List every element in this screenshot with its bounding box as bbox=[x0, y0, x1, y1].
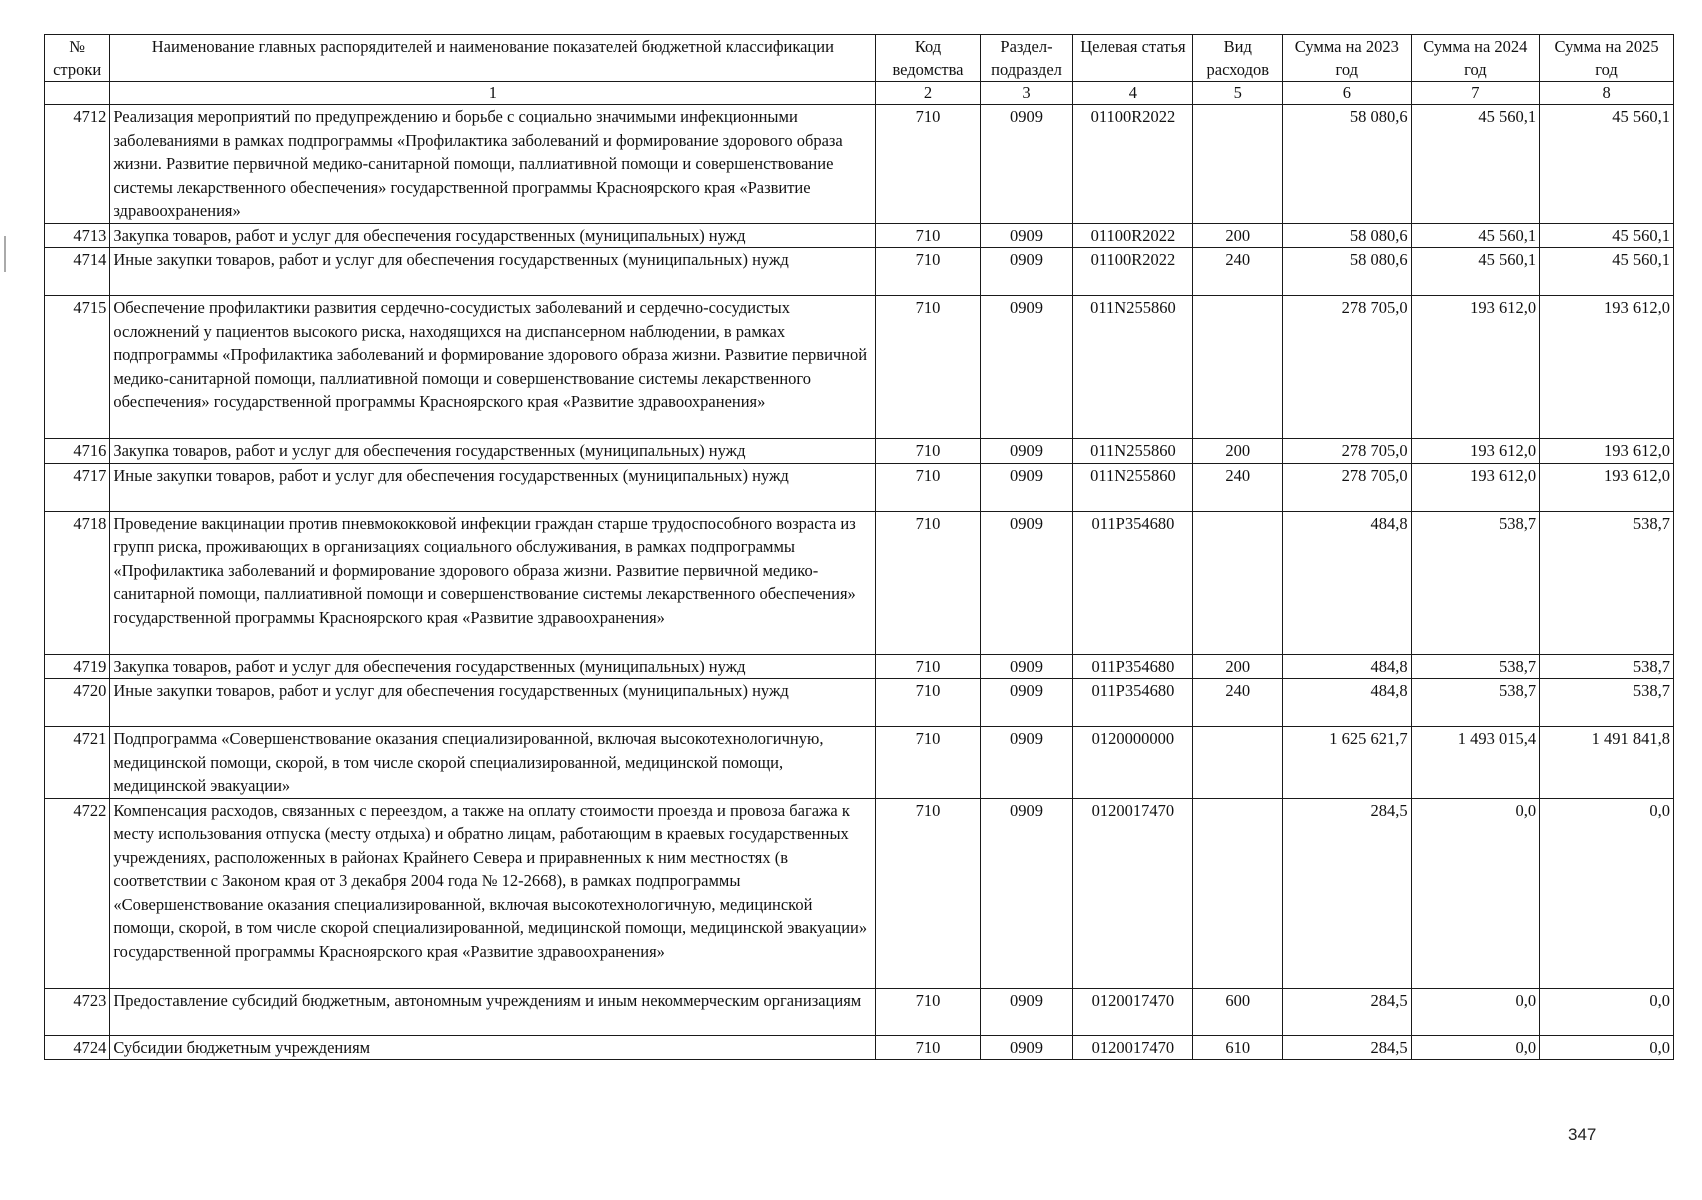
row-sum-2023: 58 080,6 bbox=[1283, 105, 1412, 224]
row-section: 0909 bbox=[980, 296, 1073, 439]
row-sum-2024: 45 560,1 bbox=[1411, 223, 1540, 248]
row-sum-2023: 484,8 bbox=[1283, 654, 1412, 679]
header-column-numbers bbox=[45, 82, 1674, 105]
row-name: Субсидии бюджетным учреждениям bbox=[110, 1035, 876, 1060]
row-code: 710 bbox=[876, 439, 980, 464]
row-type: 200 bbox=[1193, 223, 1283, 248]
row-code: 710 bbox=[876, 988, 980, 1035]
row-number: 4722 bbox=[45, 798, 110, 988]
table-row bbox=[45, 654, 1674, 679]
row-sum-2025: 538,7 bbox=[1540, 654, 1674, 679]
row-target: 01100R2022 bbox=[1073, 248, 1193, 296]
row-sum-2024: 193 612,0 bbox=[1411, 296, 1540, 439]
row-sum-2023: 278 705,0 bbox=[1283, 463, 1412, 511]
row-name: Иные закупки товаров, работ и услуг для обеспечения государственных (муниципальных) нужд bbox=[110, 679, 876, 727]
table-row bbox=[45, 463, 1674, 511]
row-sum-2024: 45 560,1 bbox=[1411, 105, 1540, 224]
row-sum-2023: 484,8 bbox=[1283, 679, 1412, 727]
row-type: 240 bbox=[1193, 463, 1283, 511]
row-sum-2024: 538,7 bbox=[1411, 679, 1540, 727]
row-section: 0909 bbox=[980, 654, 1073, 679]
row-sum-2025: 538,7 bbox=[1540, 679, 1674, 727]
row-name: Иные закупки товаров, работ и услуг для обеспечения государственных (муниципальных) нужд bbox=[110, 463, 876, 511]
table-row bbox=[45, 439, 1674, 464]
row-type: 200 bbox=[1193, 654, 1283, 679]
header-2023: Сумма на 2023 год bbox=[1283, 35, 1412, 82]
row-name: Обеспечение профилактики развития сердечно-сосудистых заболеваний и сердечно-сосудистых осложнений у пациентов высокого риска, находящихся на диспансерном наблюдении, в рамках подпрограммы «Профилактика заболеваний и формирование здорового образа жизни. Развитие первичной медико-санитарной помощи, паллиативной помощи и совершенствование системы лекарственного обеспечения» государственной программы Красноярского края «Развитие здравоохранения» bbox=[110, 296, 876, 439]
row-number: 4717 bbox=[45, 463, 110, 511]
row-sum-2023: 278 705,0 bbox=[1283, 439, 1412, 464]
row-code: 710 bbox=[876, 223, 980, 248]
row-name: Закупка товаров, работ и услуг для обеспечения государственных (муниципальных) нужд bbox=[110, 439, 876, 464]
table-row bbox=[45, 988, 1674, 1035]
row-target: 01100R2022 bbox=[1073, 105, 1193, 224]
row-number: 4720 bbox=[45, 679, 110, 727]
column-number: 5 bbox=[1193, 82, 1283, 105]
row-number: 4723 bbox=[45, 988, 110, 1035]
row-sum-2024: 0,0 bbox=[1411, 798, 1540, 988]
row-name: Закупка товаров, работ и услуг для обеспечения государственных (муниципальных) нужд bbox=[110, 223, 876, 248]
row-sum-2025: 45 560,1 bbox=[1540, 223, 1674, 248]
row-sum-2023: 284,5 bbox=[1283, 988, 1412, 1035]
row-sum-2024: 193 612,0 bbox=[1411, 463, 1540, 511]
row-type bbox=[1193, 511, 1283, 654]
row-sum-2025: 538,7 bbox=[1540, 511, 1674, 654]
row-section: 0909 bbox=[980, 463, 1073, 511]
table-row bbox=[45, 727, 1674, 799]
column-number: 7 bbox=[1411, 82, 1540, 105]
table-row bbox=[45, 223, 1674, 248]
table-row bbox=[45, 798, 1674, 988]
row-section: 0909 bbox=[980, 679, 1073, 727]
table-body bbox=[45, 105, 1674, 1060]
table-row bbox=[45, 1035, 1674, 1060]
row-code: 710 bbox=[876, 727, 980, 799]
row-name: Компенсация расходов, связанных с переездом, а также на оплату стоимости проезда и провоза багажа к месту использования отпуска (месту отдыха) и обратно лицам, работающим в краевых государственных учреждениях, расположенных в районах Крайнего Севера и приравненных к ним местностях (в соответствии с Законом края от 3 декабря 2004 года № 12-2668), в рамках подпрограммы «Совершенствование оказания специализированной, включая высокотехнологичную, медицинской помощи, скорой, в том числе скорой специализированной, медицинской помощи, медицинской эвакуации» государственной программы Красноярского края «Развитие здравоохранения» bbox=[110, 798, 876, 988]
budget-table bbox=[44, 34, 1674, 1060]
row-type: 240 bbox=[1193, 248, 1283, 296]
row-number: 4713 bbox=[45, 223, 110, 248]
row-target: 011N255860 bbox=[1073, 463, 1193, 511]
row-code: 710 bbox=[876, 463, 980, 511]
header-target: Целевая статья bbox=[1073, 35, 1193, 82]
column-number: 8 bbox=[1540, 82, 1674, 105]
column-number: 3 bbox=[980, 82, 1073, 105]
row-sum-2024: 0,0 bbox=[1411, 988, 1540, 1035]
row-code: 710 bbox=[876, 105, 980, 224]
row-section: 0909 bbox=[980, 727, 1073, 799]
header-2024: Сумма на 2024 год bbox=[1411, 35, 1540, 82]
page-number: 347 bbox=[1568, 1125, 1597, 1144]
row-type bbox=[1193, 798, 1283, 988]
row-number: 4718 bbox=[45, 511, 110, 654]
row-code: 710 bbox=[876, 511, 980, 654]
table-row bbox=[45, 105, 1674, 224]
row-sum-2025: 193 612,0 bbox=[1540, 296, 1674, 439]
table-row bbox=[45, 679, 1674, 727]
row-target: 0120017470 bbox=[1073, 1035, 1193, 1060]
row-sum-2024: 538,7 bbox=[1411, 511, 1540, 654]
row-sum-2023: 284,5 bbox=[1283, 1035, 1412, 1060]
row-name: Реализация мероприятий по предупреждению и борьбе с социально значимыми инфекционными заболеваниями в рамках подпрограммы «Профилактика заболеваний и формирование здорового образа жизни. Развитие первичной медико-санитарной помощи, паллиативной помощи и совершенствование системы лекарственного обеспечения» государственной программы Красноярского края «Развитие здравоохранения» bbox=[110, 105, 876, 224]
row-code: 710 bbox=[876, 296, 980, 439]
row-target: 0120000000 bbox=[1073, 727, 1193, 799]
row-type: 600 bbox=[1193, 988, 1283, 1035]
row-sum-2025: 45 560,1 bbox=[1540, 248, 1674, 296]
column-number bbox=[45, 82, 110, 105]
row-number: 4712 bbox=[45, 105, 110, 224]
row-number: 4719 bbox=[45, 654, 110, 679]
header-type: Вид расходов bbox=[1193, 35, 1283, 82]
row-sum-2025: 0,0 bbox=[1540, 988, 1674, 1035]
row-sum-2025: 45 560,1 bbox=[1540, 105, 1674, 224]
row-sum-2025: 0,0 bbox=[1540, 798, 1674, 988]
header-row-number: № строки bbox=[45, 35, 110, 82]
row-type bbox=[1193, 296, 1283, 439]
row-type: 240 bbox=[1193, 679, 1283, 727]
row-sum-2023: 484,8 bbox=[1283, 511, 1412, 654]
row-number: 4714 bbox=[45, 248, 110, 296]
row-type: 610 bbox=[1193, 1035, 1283, 1060]
row-target: 011N255860 bbox=[1073, 439, 1193, 464]
row-type bbox=[1193, 105, 1283, 224]
row-sum-2023: 278 705,0 bbox=[1283, 296, 1412, 439]
row-target: 011P354680 bbox=[1073, 654, 1193, 679]
row-section: 0909 bbox=[980, 105, 1073, 224]
row-target: 011N255860 bbox=[1073, 296, 1193, 439]
column-number: 4 bbox=[1073, 82, 1193, 105]
row-section: 0909 bbox=[980, 223, 1073, 248]
row-name: Предоставление субсидий бюджетным, автономным учреждениям и иным некоммерческим организациям bbox=[110, 988, 876, 1035]
row-section: 0909 bbox=[980, 439, 1073, 464]
row-number: 4721 bbox=[45, 727, 110, 799]
row-type: 200 bbox=[1193, 439, 1283, 464]
row-name: Закупка товаров, работ и услуг для обеспечения государственных (муниципальных) нужд bbox=[110, 654, 876, 679]
row-name: Иные закупки товаров, работ и услуг для обеспечения государственных (муниципальных) нужд bbox=[110, 248, 876, 296]
row-sum-2024: 538,7 bbox=[1411, 654, 1540, 679]
row-code: 710 bbox=[876, 798, 980, 988]
table-row bbox=[45, 511, 1674, 654]
header-name: Наименование главных распорядителей и наименование показателей бюджетной классификации bbox=[110, 35, 876, 82]
row-type bbox=[1193, 727, 1283, 799]
row-section: 0909 bbox=[980, 988, 1073, 1035]
scan-edge-mark bbox=[4, 236, 6, 272]
row-number: 4724 bbox=[45, 1035, 110, 1060]
header-2025: Сумма на 2025 год bbox=[1540, 35, 1674, 82]
row-target: 01100R2022 bbox=[1073, 223, 1193, 248]
row-sum-2024: 0,0 bbox=[1411, 1035, 1540, 1060]
row-number: 4715 bbox=[45, 296, 110, 439]
row-name: Подпрограмма «Совершенствование оказания специализированной, включая высокотехнологичную, медицинской помощи, скорой, в том числе скорой специализированной, медицинской помощи, медицинской эвакуации» bbox=[110, 727, 876, 799]
table-row bbox=[45, 248, 1674, 296]
row-sum-2023: 1 625 621,7 bbox=[1283, 727, 1412, 799]
row-name: Проведение вакцинации против пневмококковой инфекции граждан старше трудоспособного возраста из групп риска, проживающих в организациях социального обслуживания, в рамках подпрограммы «Профилактика заболеваний и формирование здорового образа жизни. Развитие первичной медико-санитарной помощи, паллиативной помощи и совершенствование системы лекарственного обеспечения» государственной программы Красноярского края «Развитие здравоохранения» bbox=[110, 511, 876, 654]
column-number: 2 bbox=[876, 82, 980, 105]
row-sum-2025: 0,0 bbox=[1540, 1035, 1674, 1060]
column-number: 1 bbox=[110, 82, 876, 105]
header-code: Код ведомства bbox=[876, 35, 980, 82]
row-code: 710 bbox=[876, 1035, 980, 1060]
table-row bbox=[45, 296, 1674, 439]
row-code: 710 bbox=[876, 679, 980, 727]
header-section: Раздел-подраздел bbox=[980, 35, 1073, 82]
row-section: 0909 bbox=[980, 248, 1073, 296]
row-sum-2024: 193 612,0 bbox=[1411, 439, 1540, 464]
row-target: 0120017470 bbox=[1073, 798, 1193, 988]
row-section: 0909 bbox=[980, 511, 1073, 654]
row-sum-2023: 58 080,6 bbox=[1283, 248, 1412, 296]
row-sum-2025: 193 612,0 bbox=[1540, 439, 1674, 464]
row-code: 710 bbox=[876, 654, 980, 679]
row-sum-2025: 193 612,0 bbox=[1540, 463, 1674, 511]
row-section: 0909 bbox=[980, 798, 1073, 988]
table-header bbox=[45, 35, 1674, 105]
column-number: 6 bbox=[1283, 82, 1412, 105]
row-target: 0120017470 bbox=[1073, 988, 1193, 1035]
row-target: 011P354680 bbox=[1073, 511, 1193, 654]
row-section: 0909 bbox=[980, 1035, 1073, 1060]
row-sum-2025: 1 491 841,8 bbox=[1540, 727, 1674, 799]
row-number: 4716 bbox=[45, 439, 110, 464]
row-sum-2024: 1 493 015,4 bbox=[1411, 727, 1540, 799]
document-page bbox=[44, 34, 1674, 1060]
row-sum-2023: 58 080,6 bbox=[1283, 223, 1412, 248]
row-sum-2023: 284,5 bbox=[1283, 798, 1412, 988]
row-target: 011P354680 bbox=[1073, 679, 1193, 727]
row-sum-2024: 45 560,1 bbox=[1411, 248, 1540, 296]
row-code: 710 bbox=[876, 248, 980, 296]
